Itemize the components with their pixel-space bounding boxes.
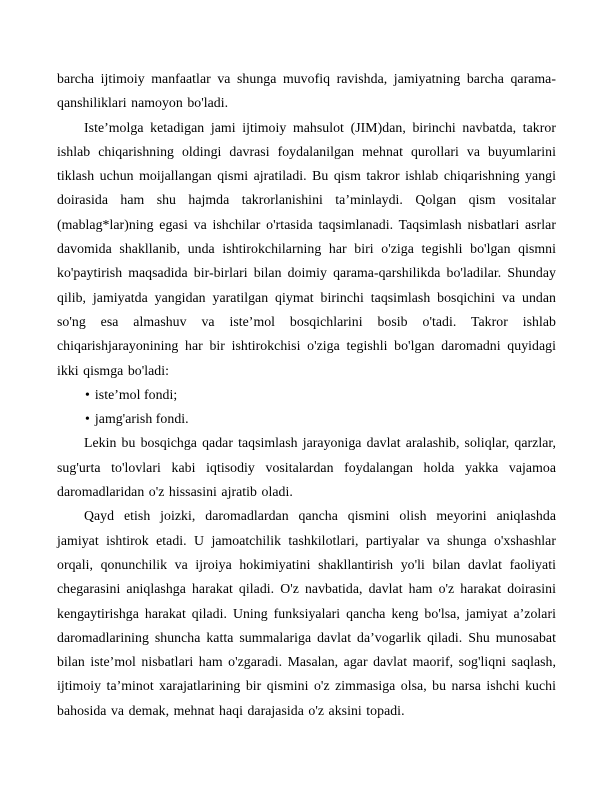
- bullet-icon: •: [85, 411, 90, 427]
- bullet-item-label: iste’mol fondi;: [94, 386, 178, 402]
- paragraph-jim-distribution: Iste’molga ketadigan jami ijtimoiy mahsulot (JIM)dan, birinchi navbatda, takror ishlab chiqarishning oldingi davrasi foydalanilgan mehnat qurollari va buyumlarini tiklash uchun moijallangan qismi ajratiladi. Bu qism takror ishlab chiqarishning yangi doirasida ham shu hajmda takrorlanishini ta’minlaydi. Qolgan qism vositalar (mablag*lar)ning egasi va ishchilar o'rtasida taqsimlanadi. Taqsimlash nisbatlari asrlar davomida shakllanib, unda ishtirokchilarning har biri o'ziga tegishli bo'lgan qismni ko'paytirish maqsadida bir-birlari bilan doimiy qarama-qarshilikda bo'ladilar. Shunday qilib, jamiyatda yangidan yaratilgan qiymat birinchi taqsimlash bosqichini va undan so'ng esa almashuv va iste’mol bosqichlarini bosib o'tadi. Takror ishlab chiqarishjarayonining har bir ishtirokchisi o'ziga tegishli bo'lgan daromadni quyidagi ikki qismga bo'ladi:: [57, 119, 556, 378]
- bullet-item: [57, 383, 556, 407]
- page-content: [57, 67, 556, 723]
- bullet-item: [57, 407, 556, 431]
- paragraph-state-intervention: Lekin bu bosqichga qadar taqsimlash jarayoniga davlat aralashib, soliqlar, qarzlar, sug'urta to'lovlari kabi iqtisodiy vositalardan foydalangan holda yakka vajamoa daromadlaridan o'z hissasini ajratib oladi.: [57, 435, 556, 500]
- bullet-item-label: jamg'arish fondi.: [94, 411, 189, 427]
- paragraph-society-state: Qayd etish joizki, daromadlardan qancha qismini olish meyorini aniqlashda jamiyat ishtirok etadi. U jamoatchilik tashkilotlari, partiyalar va shunga o'xshashlar orqali, qonunchilik va ijroiya hokimiyatini shakllantirish yo'li bilan davlat faoliyati chegarasini aniqlashga harakat qiladi. O'z navbatida, davlat ham o'z harakat doirasini kengaytirishga harakat qiladi. Uning funksiyalari qancha keng bo'lsa, jamiyat a’zolari daromadlarining shuncha katta summalariga davlat da’vogarlik qiladi. Shu munosabat bilan iste’mol nisbatlari ham o'zgaradi. Masalan, agar davlat maorif, sog'liqni saqlash, ijtimoiy ta’minot xarajatlarining bir qismini o'z zimmasiga olsa, bu narsa ishchi kuchi bahosida va demak, mehnat haqi darajasida o'z aksini topadi.: [57, 508, 556, 718]
- bullet-list: [57, 383, 556, 432]
- paragraph-continuation: barcha ijtimoiy manfaatlar va shunga muvofiq ravishda, jamiyatning barcha qarama-qanshiliklari namoyon bo'ladi.: [57, 71, 556, 111]
- bullet-icon: •: [85, 386, 90, 402]
